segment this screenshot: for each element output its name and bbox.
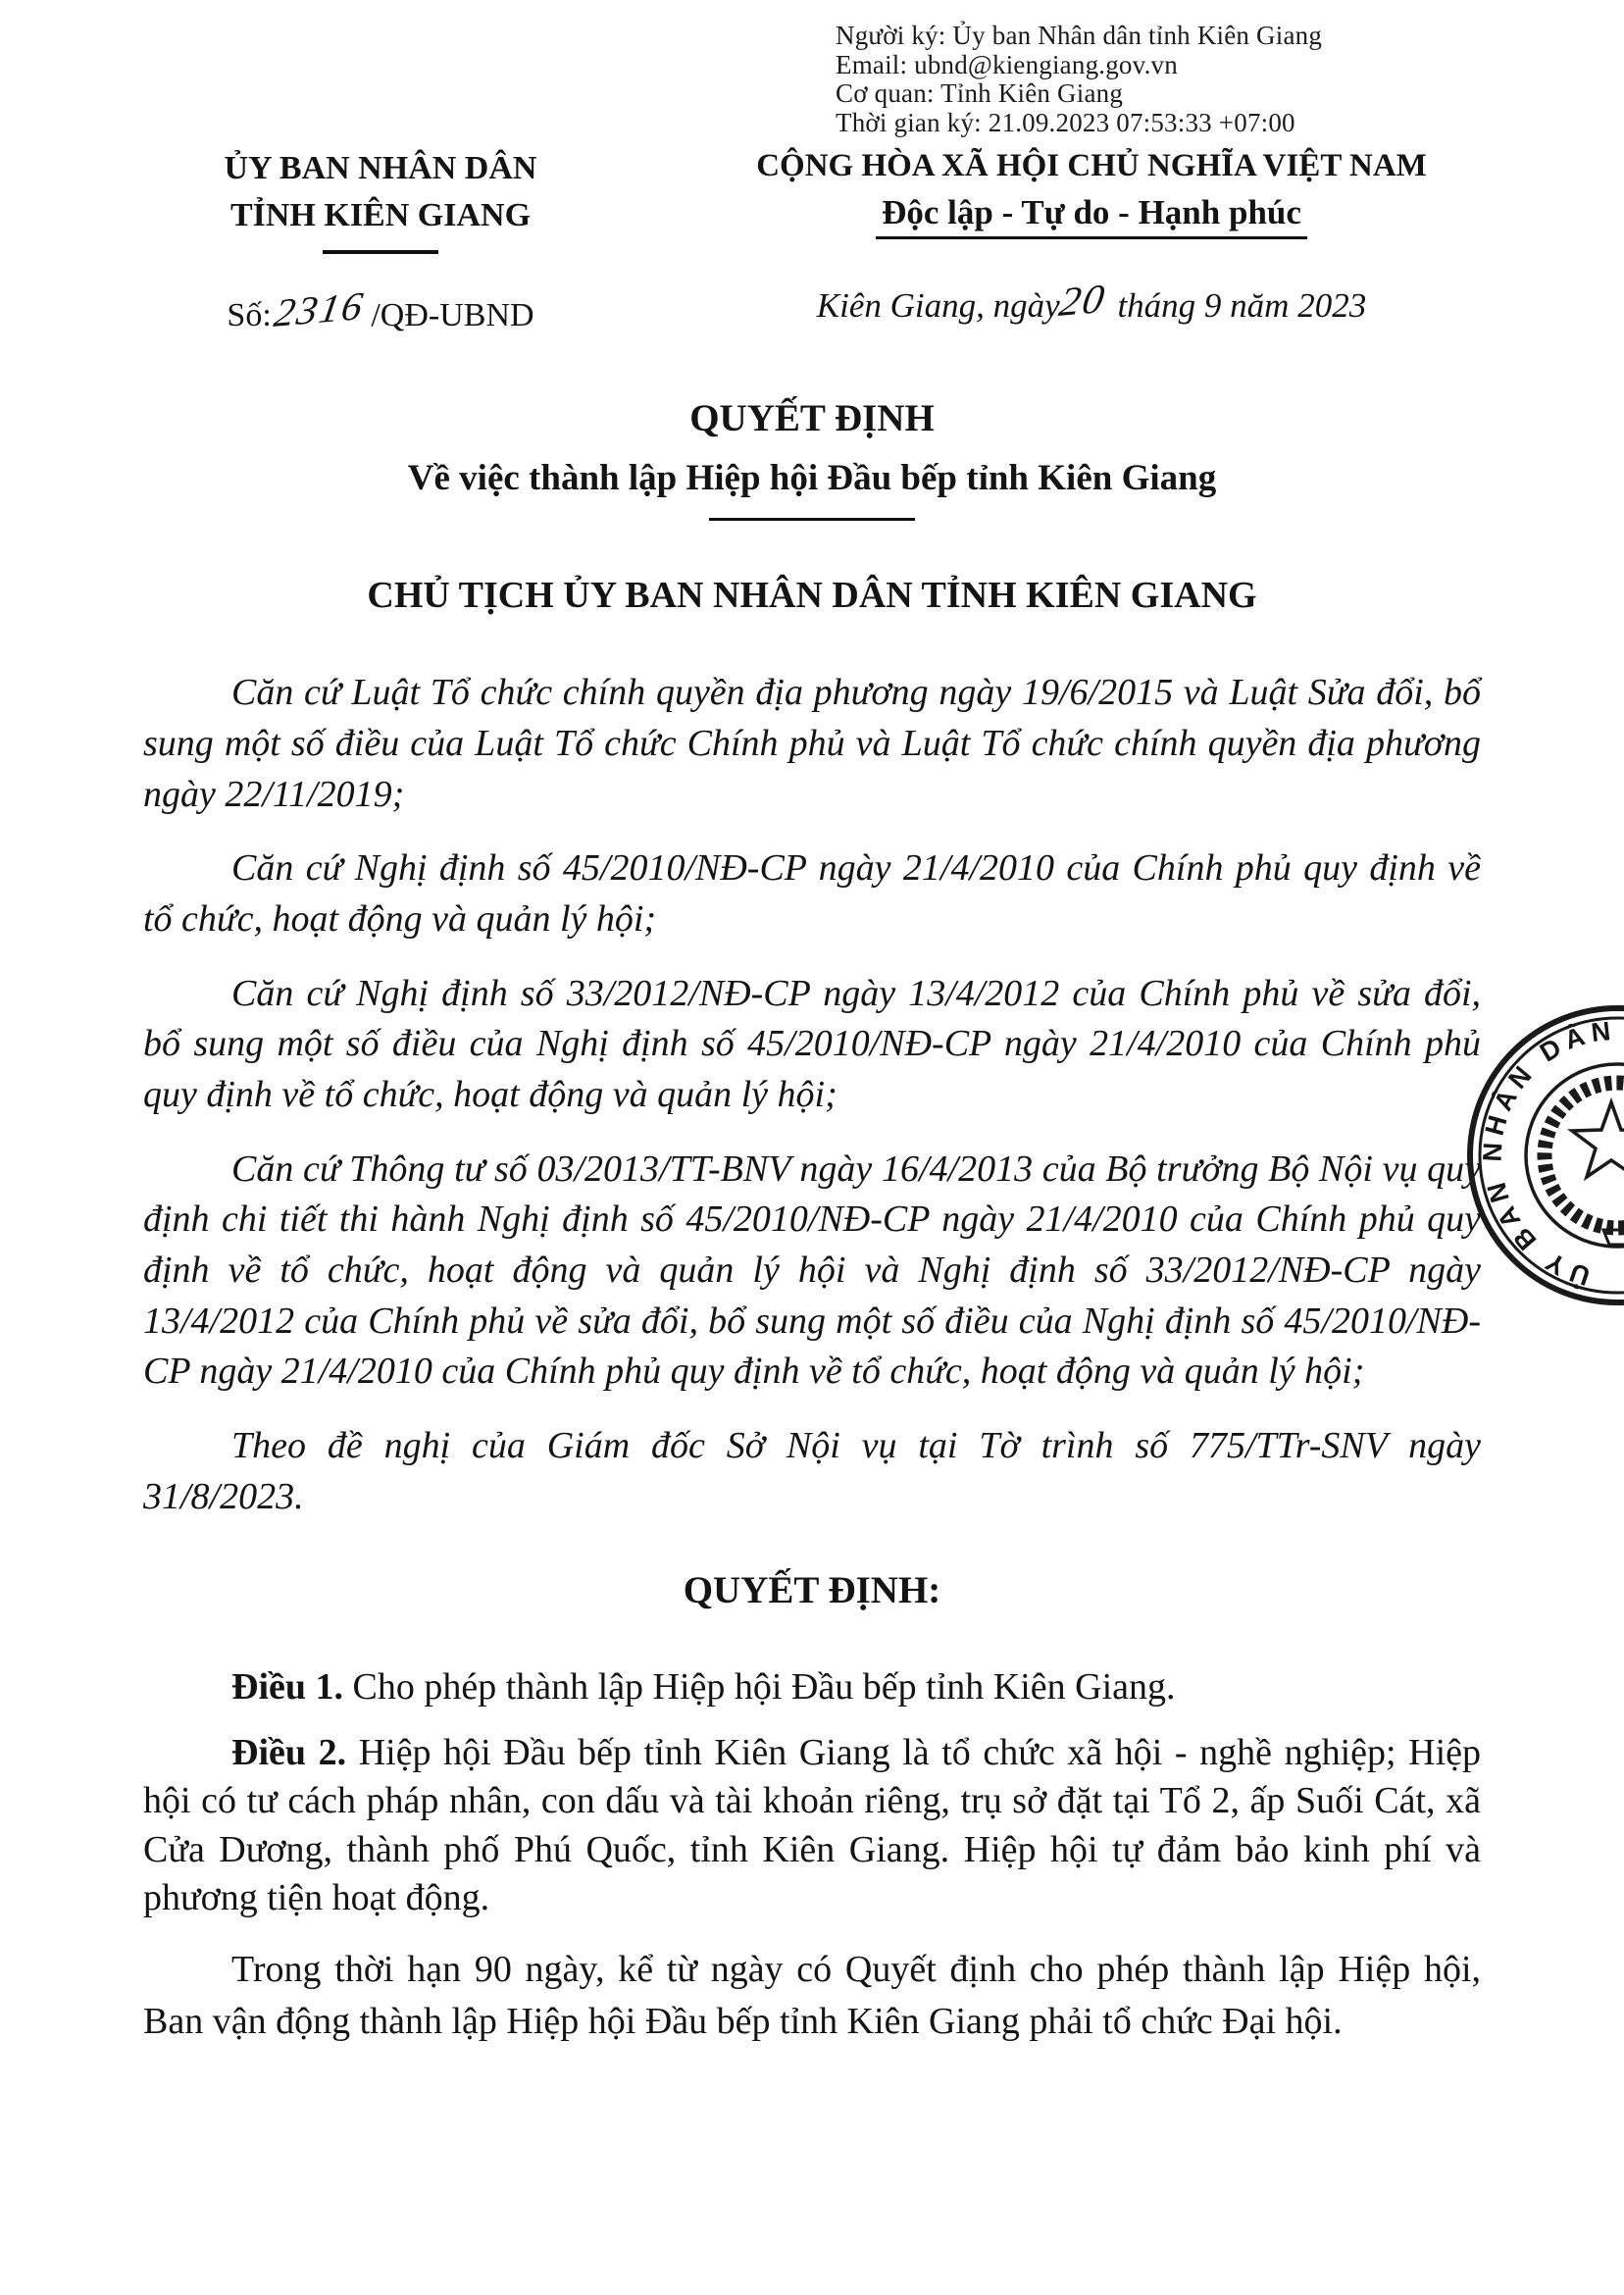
place-date-line [704, 276, 1479, 328]
seal-graphic [1458, 996, 1624, 1324]
document-header [0, 0, 1624, 335]
document-subject-title: Về việc thành lập Hiệp hội Đầu bếp tỉnh Kiên Giang [407, 458, 1217, 499]
authority-name-line2: TỈNH KIÊN GIANG [229, 197, 532, 234]
article-2 [143, 1729, 1481, 1923]
document-number-line [145, 282, 616, 335]
national-motto: Độc lập - Tự do - Hạnh phúc [876, 193, 1307, 239]
handwritten-document-number: 2316 [271, 282, 368, 335]
preamble-paragraph: Căn cứ Nghị định số 45/2010/NĐ-CP ngày 21/4/2010 của Chính phủ quy định về tổ chức, hoạt động và quản lý hội; [143, 847, 1481, 941]
article-2-text: Hiệp hội Đầu bếp tỉnh Kiên Giang là tổ chức xã hội - nghề nghiệp; Hiệp hội có tư cách pháp nhân, con dấu và tài khoản riêng, trụ sở đặt tại Tổ 2, ấp Suối Cát, xã Cửa Dương, thành phố Phú Quốc, tỉnh Kiên Giang. Hiệp hội tự đảm bảo kinh phí và phương tiện hoạt động. [143, 1731, 1482, 1919]
article-1-label: Điều 1. [231, 1665, 343, 1708]
date-prefix: Kiên Giang, ngày [816, 285, 1060, 325]
legal-preamble [143, 668, 1481, 1522]
document-body [0, 668, 1624, 2047]
sign-time-line: Thời gian ký: 21.09.2023 07:53:33 +07:00 [836, 108, 1295, 138]
decision-heading: QUYẾT ĐỊNH: [683, 1568, 941, 1611]
issuing-authority-block [145, 145, 616, 335]
date-suffix: tháng 9 năm 2023 [1117, 285, 1367, 325]
seal-ring-text: ỦY BAN NHÂN DÂN [1477, 1015, 1618, 1292]
closing-paragraph: Trong thời hạn 90 ngày, kể từ ngày có Quyết định cho phép thành lập Hiệp hội, Ban vận động thành lập Hiệp hội Đầu bếp tỉnh Kiên Giang phải tổ chức Đại hội. [143, 1949, 1481, 2042]
handwritten-day: 20 [1055, 276, 1109, 326]
national-motto-block [704, 145, 1479, 335]
national-title: CỘNG HÒA XÃ HỘI CHỦ NGHĨA VIỆT NAM [756, 148, 1427, 183]
header-left-rule [323, 250, 438, 254]
articles-section [143, 1663, 1481, 1923]
email-line: Email: ubnd@kiengiang.gov.vn [836, 49, 1178, 79]
article-1-text: Cho phép thành lập Hiệp hội Đầu bếp tỉnh Kiên Giang. [352, 1665, 1176, 1708]
document-number-suffix: /QĐ-UBND [371, 296, 534, 333]
preamble-paragraph: Theo đề nghị của Giám đốc Sở Nội vụ tại Tờ trình số 775/TTr-SNV ngày 31/8/2023. [143, 1425, 1481, 1517]
digital-signature-block [836, 22, 1322, 138]
signer-line: Người ký: Ủy ban Nhân dân tỉnh Kiên Giang [836, 21, 1323, 50]
preamble-paragraph: Căn cứ Thông tư số 03/2013/TT-BNV ngày 16/4/2013 của Bộ trưởng Bộ Nội vụ quy định chi tiết thi hành Nghị định số 45/2010/NĐ-CP ngày 21/4/2010 của Chính phủ quy định về tổ chức, hoạt động và quản lý hội và Nghị định số 33/2012/NĐ-CP ngày 13/4/2012 của Chính phủ về sửa đổi, bổ sung một số điều của Nghị định số 45/2010/NĐ-CP ngày 21/4/2010 của Chính phủ quy định về tổ chức, hoạt động và quản lý hội; [143, 1148, 1481, 1393]
document-type-title: QUYẾT ĐỊNH [689, 396, 935, 439]
authority-name-line1: ỦY BAN NHÂN DÂN [224, 150, 537, 186]
closing-section [143, 1944, 1481, 2047]
deciding-authority-heading: CHỦ TỊCH ỦY BAN NHÂN DÂN TỈNH KIÊN GIANG [367, 575, 1257, 617]
agency-line: Cơ quan: Tỉnh Kiên Giang [836, 78, 1124, 109]
preamble-paragraph: Căn cứ Luật Tổ chức chính quyền địa phương ngày 19/6/2015 và Luật Sửa đổi, bổ sung một số điều của Luật Tổ chức Chính phủ và Luật Tổ chức chính quyền địa phương ngày 22/11/2019; [143, 672, 1481, 815]
official-seal [1458, 996, 1624, 1324]
article-1 [143, 1663, 1481, 1711]
preamble-paragraph: Căn cứ Nghị định số 33/2012/NĐ-CP ngày 13/4/2012 của Chính phủ về sửa đổi, bổ sung một số điều của Nghị định số 45/2010/NĐ-CP ngày 21/4/2010 của Chính phủ quy định về tổ chức, hoạt động và quản lý hội; [143, 972, 1481, 1116]
emblem-star [1572, 1102, 1624, 1177]
title-block [0, 396, 1624, 618]
title-rule [709, 518, 915, 521]
document-number-prefix: Số: [227, 296, 272, 333]
article-2-label: Điều 2. [231, 1731, 347, 1773]
